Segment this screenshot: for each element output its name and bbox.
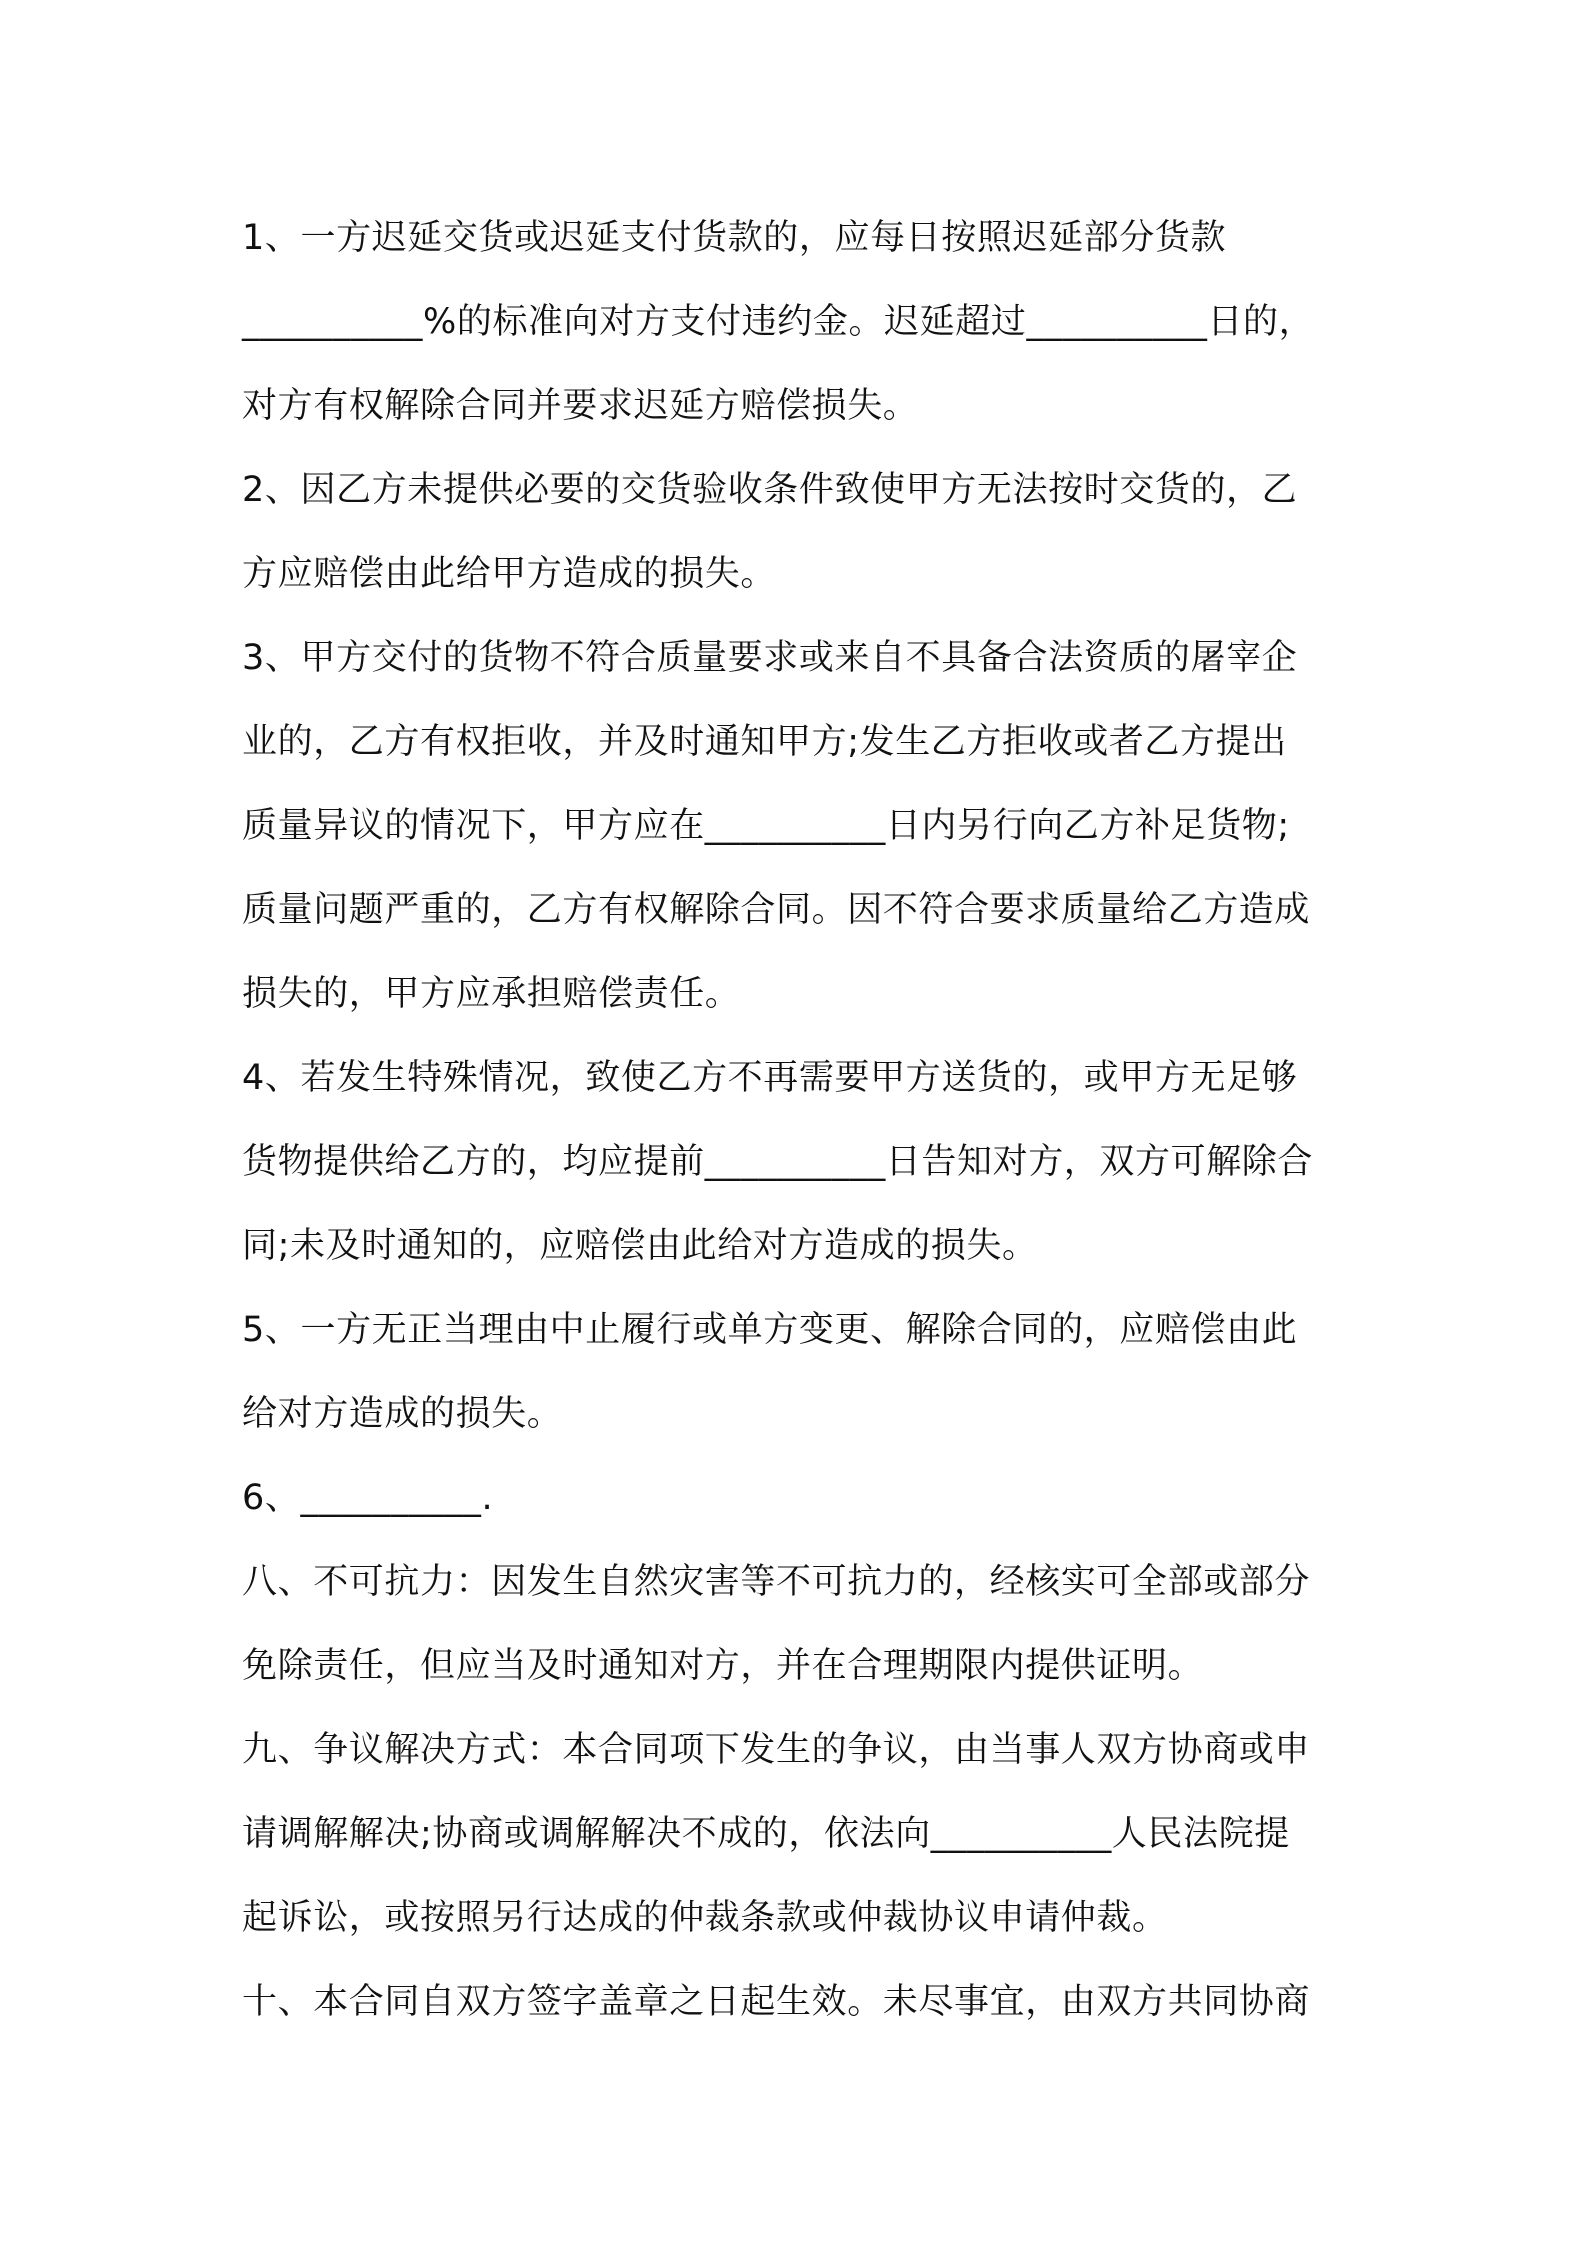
text-line: 损失的，甲方应承担赔偿责任。 — [242, 974, 741, 1014]
text-line: 起诉讼，或按照另行达成的仲裁条款或仲裁协议申请仲裁。 — [242, 1898, 1168, 1938]
text-line: 八、不可抗力：因发生自然灾害等不可抗力的，经核实可全部或部分 — [242, 1562, 1311, 1602]
contract-text — [242, 196, 1362, 2044]
text-line: 4、若发生特殊情况，致使乙方不再需要甲方送货的，或甲方无足够 — [242, 1058, 1298, 1098]
text-line: __________%的标准向对方支付违约金。迟延超过__________日的， — [242, 302, 1315, 342]
text-line: 对方有权解除合同并要求迟延方赔偿损失。 — [242, 386, 919, 426]
text-line: 十、本合同自双方签字盖章之日起生效。未尽事宜，由双方共同协商 — [242, 1982, 1311, 2022]
text-line: 免除责任，但应当及时通知对方，并在合理期限内提供证明。 — [242, 1646, 1204, 1686]
text-line: 同;未及时通知的，应赔偿由此给对方造成的损失。 — [242, 1226, 1038, 1266]
text-line: 请调解解决;协商或调解解决不成的，依法向__________人民法院提 — [242, 1814, 1290, 1854]
text-line: 2、因乙方未提供必要的交货验收条件致使甲方无法按时交货的，乙 — [242, 470, 1298, 510]
text-line: 5、一方无正当理由中止履行或单方变更、解除合同的，应赔偿由此 — [242, 1310, 1298, 1350]
text-line: 九、争议解决方式：本合同项下发生的争议，由当事人双方协商或申 — [242, 1730, 1311, 1770]
text-line: 方应赔偿由此给甲方造成的损失。 — [242, 554, 777, 594]
text-line: 3、甲方交付的货物不符合质量要求或来自不具备合法资质的屠宰企 — [242, 638, 1298, 678]
text-line: 给对方造成的损失。 — [242, 1394, 563, 1434]
text-line: 货物提供给乙方的，均应提前__________日告知对方，双方可解除合 — [242, 1142, 1314, 1182]
text-line: 6、__________. — [242, 1478, 494, 1518]
text-line: 业的，乙方有权拒收，并及时通知甲方;发生乙方拒收或者乙方提出 — [242, 722, 1287, 762]
text-line: 质量异议的情况下，甲方应在__________日内另行向乙方补足货物; — [242, 806, 1290, 846]
text-line: 1、一方迟延交货或迟延支付货款的，应每日按照迟延部分货款 — [242, 218, 1227, 258]
text-line: 质量问题严重的，乙方有权解除合同。因不符合要求质量给乙方造成 — [242, 890, 1311, 930]
